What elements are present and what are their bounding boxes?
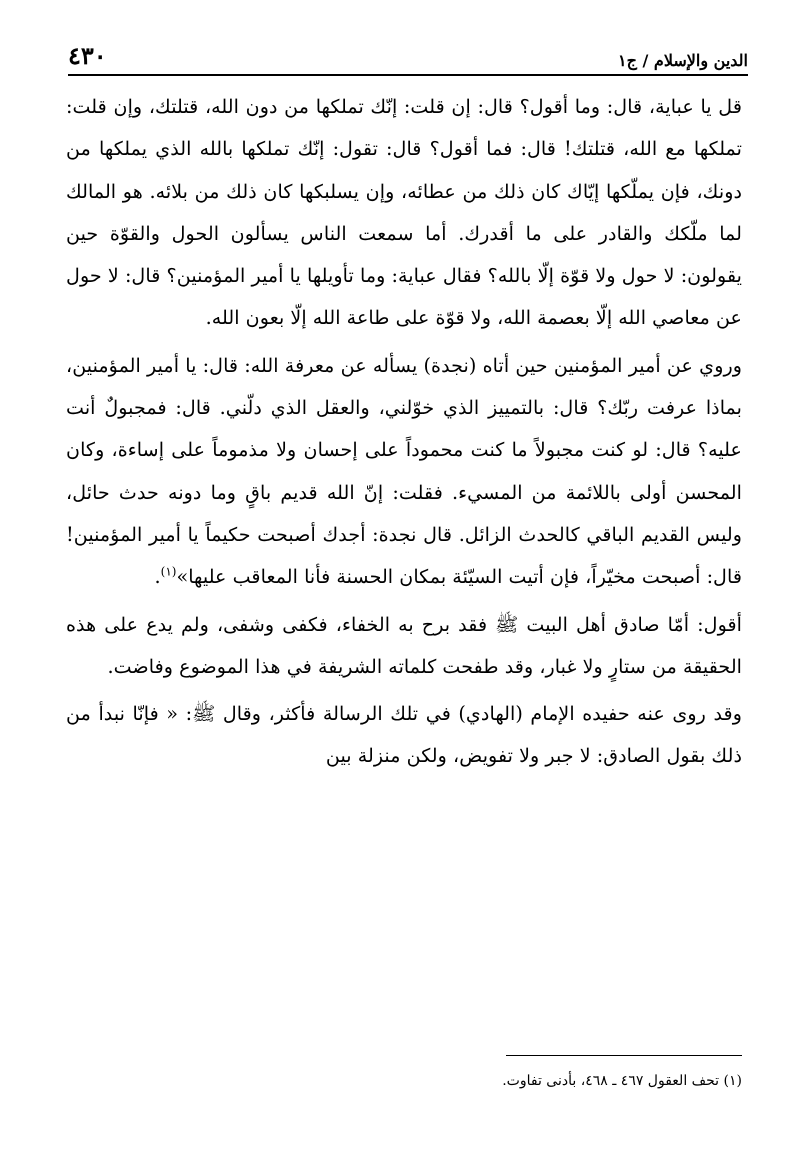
footnote-marker[interactable]: (١) xyxy=(160,564,177,579)
paragraph-text: قل يا عباية، قال: وما أقول؟ قال: إن قلت: إنّك تملكها من دون الله، قتلتك، وإن قلت: تملكها مع الله، قتلتك! قال: فما أقول؟ قال: تقول: إنّك تملكها بالله الذي يملكها من دونك، فإن يملّكها إيّاك كان ذلك من عطائه، وإن يسلبكها كان ذلك من بلائه. هو المالك لما ملّكك والقادر على ما أقدرك. أما سمعت الناس يسألون الحول والقوّة حين يقولون: لا حول ولا قوّة إلّا بالله؟ فقال عباية: وما تأويلها يا أمير المؤمنين؟ قال: لا حول عن معاصي الله إلّا بعصمة الله، ولا قوّة على طاعة الله إلّا بعون الله. xyxy=(66,95,742,330)
paragraph-tail: . xyxy=(154,565,161,589)
body-text xyxy=(66,86,742,778)
footnote-text: (١) تحف العقول ٤٦٧ ـ ٤٦٨، بأدنى تفاوت. xyxy=(502,1073,742,1089)
footnote xyxy=(66,1070,742,1092)
page-number: ٤٣٠ xyxy=(68,41,107,70)
page-header xyxy=(68,26,748,76)
paragraph xyxy=(66,604,742,689)
footnote-divider xyxy=(506,1055,742,1056)
paragraph-text: وقد روى عنه حفيده الإمام (الهادي) في تلك الرسالة فأكثر، وقال ﷺ: « فإنّا نبدأ من ذلك بقول الصادق: لا جبر ولا تفويض، ولكن منزلة بين xyxy=(66,702,742,768)
paragraph xyxy=(66,86,742,340)
running-title: الدين والإسلام / ج١ xyxy=(618,51,748,70)
paragraph xyxy=(66,345,742,599)
paragraph-text: وروي عن أمير المؤمنين حين أتاه (نجدة) يسأله عن معرفة الله: قال: يا أمير المؤمنين، بماذا عرفت ربّك؟ قال: بالتمييز الذي خوّلني، والعقل الذي دلّني. قال: فمجبولٌ أنت عليه؟ قال: لو كنت مجبولاً ما كنت محموداً على إحسان ولا مذموماً على إساءة، وكان المحسن أولى باللائمة من المسيء. فقلت: إنّ الله قديم باقٍ وما دونه حدث حائل، وليس القديم الباقي كالحدث الزائل. قال نجدة: أجدك أصبحت حكيماً يا أمير المؤمنين! قال: أصبحت مخيّراً، فإن أتيت السيّئة بمكان الحسنة فأنا المعاقب عليها» xyxy=(66,353,742,589)
paragraph-text: أقول: أمّا صادق أهل البيت ﷺ فقد برح به الخفاء، فكفى وشفى، ولم يدع على هذه الحقيقة من ستارٍ ولا غبار، وقد طفحت كلماته الشريفة في هذا الموضوع وفاضت. xyxy=(66,612,742,678)
paragraph xyxy=(66,693,742,778)
